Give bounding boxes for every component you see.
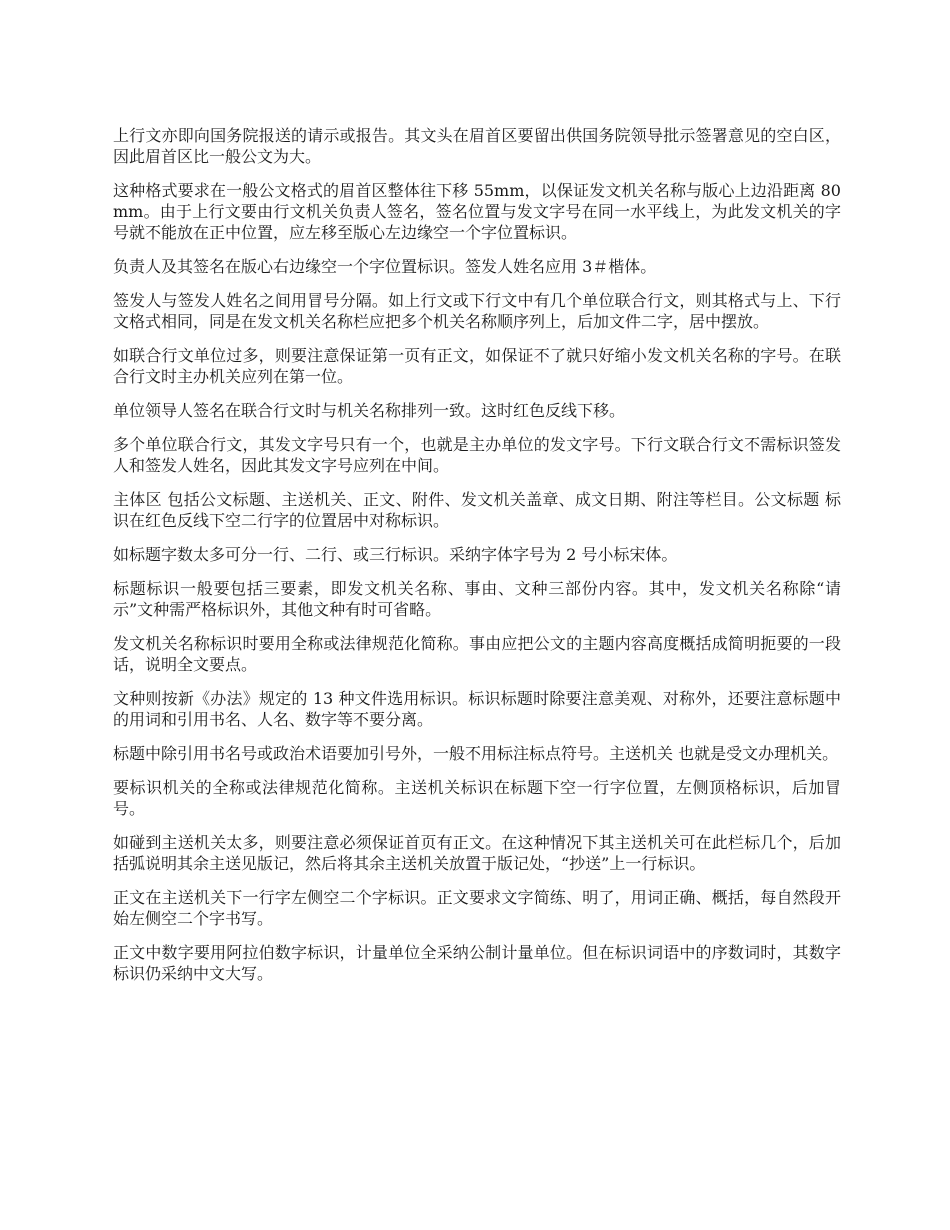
paragraph-2: 这种格式要求在一般公文格式的眉首区整体往下移 55mm，以保证发文机关名称与版心上边沿距离 80mm。由于上行文要由行文机关负责人签名，签名位置与发文字号在同一水平线上，为此发文机关的字号就不能放在正中位置，应左移至版心左边缘空一个字位置标识。: [113, 181, 841, 242]
paragraph-5: 如联合行文单位过多，则要注意保证第一页有正文，如保证不了就只好缩小发文机关名称的字号。在联合行文时主办机关应列在第一位。: [113, 346, 841, 386]
paragraph-9: 如标题字数太多可分一行、二行、或三行标识。采纳字体字号为 2 号小标宋体。: [113, 545, 678, 564]
paragraph-11: 发文机关名称标识时要用全称或法律规范化简称。事由应把公文的主题内容高度概括成简明扼要的一段话，说明全文要点。: [113, 634, 841, 674]
paragraph-15: 如碰到主送机关太多，则要注意必须保证首页有正文。在这种情况下其主送机关可在此栏标几个，后加括弧说明其余主送见版记，然后将其余主送机关放置于版记处，“抄送”上一行标识。: [113, 833, 841, 873]
paragraph-10: 标题标识一般要包括三要素，即发文机关名称、事由、文种三部份内容。其中，发文机关名称除“请示”文种需严格标识外，其他文种有时可省略。: [113, 579, 841, 619]
paragraph-4: 签发人与签发人姓名之间用冒号分隔。如上行文或下行文中有几个单位联合行文，则其格式与上、下行文格式相同，同是在发文机关名称栏应把多个机关名称顺序列上，后加文件二字，居中摆放。: [113, 291, 841, 331]
document-page: [113, 125, 841, 997]
paragraph-12: 文种则按新《办法》规定的 13 种文件选用标识。标识标题时除要注意美观、对称外，还要注意标题中的用词和引用书名、人名、数字等不要分离。: [113, 689, 841, 729]
paragraph-17: 正文中数字要用阿拉伯数字标识，计量单位全采纳公制计量单位。但在标识词语中的序数词时，其数字标识仍采纳中文大写。: [113, 943, 841, 983]
paragraph-7: 多个单位联合行文，其发文字号只有一个，也就是主办单位的发文字号。下行文联合行文不需标识签发人和签发人姓名，因此其发文字号应列在中间。: [113, 435, 841, 475]
paragraph-1: 上行文亦即向国务院报送的请示或报告。其文头在眉首区要留出供国务院领导批示签署意见的空白区，因此眉首区比一般公文为大。: [113, 126, 841, 166]
paragraph-13: 标题中除引用书名号或政治术语要加引号外，一般不用标注标点符号。主送机关 也就是受文办理机关。: [113, 744, 839, 763]
paragraph-14: 要标识机关的全称或法律规范化简称。主送机关标识在标题下空一行字位置，左侧顶格标识，后加冒号。: [113, 778, 841, 818]
paragraph-8: 主体区 包括公文标题、主送机关、正文、附件、发文机关盖章、成文日期、附注等栏目。公文标题 标识在红色反线下空二行字的位置居中对称标识。: [113, 490, 841, 530]
paragraph-16: 正文在主送机关下一行字左侧空二个字标识。正文要求文字简练、明了，用词正确、概括，每自然段开始左侧空二个字书写。: [113, 888, 841, 928]
paragraph-3: 负责人及其签名在版心右边缘空一个字位置标识。签发人姓名应用 3＃楷体。: [113, 257, 657, 276]
paragraph-6: 单位领导人签名在联合行文时与机关名称排列一致。这时红色反线下移。: [113, 401, 626, 420]
